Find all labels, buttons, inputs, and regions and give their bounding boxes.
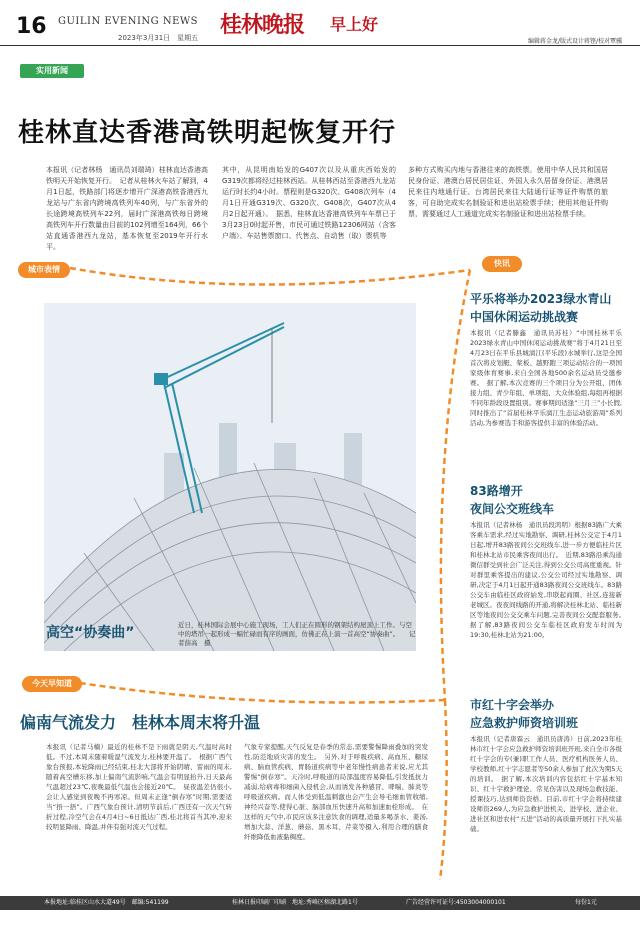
section-name: 早上好 xyxy=(330,15,379,34)
weather-headline: 偏南气流发力 桂林本周末将升温 xyxy=(20,713,261,732)
crane-dome-illustration xyxy=(44,303,416,651)
express-item3-text: 本报讯（记者唐霖云 通讯员唐涛）日前,2023年桂林市红十字会应急救护师资培训班开班,来自全市各级红十字会的专(兼)职工作人员、医疗机构医务人员、学校教师,红十字志愿者等50余人参加了此次为期5天的培训。 据了解,本次培训内容包括红十字基本知识、红十字救护理论、常见伤害以及现场急救技能、授课技巧,达到师资资格。目前,市红十字会将持续建设师资269人,为应急救护进机关、进学校、进企业、进社区和进农村“五进”活动的高质量开展打下扎实基础。 xyxy=(470,735,622,833)
express-item3-subtitle: 应急救护师资培训班 xyxy=(470,716,579,730)
lead-column-1: 本报讯（记者林杨 通讯员刘瑞琦）桂林直达香港高铁明天开始恢复开行。 记者从桂林火车站了解到，4月1日起，铁路部门将逐步增开广深港高铁香港西九龙站与广东省内跨境高铁列车40列，与广东省外的长途跨境高铁列车22列，届时广深港高铁每日跨境高铁列车开行数量由目前的102列增至164列，66个站直通香港西九龙站，基本恢复至2019年开行水平。 xyxy=(46,166,208,251)
editor-credits: 编辑蒋金龙/版式设计蒋铿/校对覃骥 xyxy=(527,38,622,45)
footer-bar xyxy=(0,896,640,910)
footer-license: 广告经营许可证号:4503004000101 xyxy=(406,899,506,906)
lead-column-2: 其中，从昆明南始发的G407次以及从重庆西始发的G319次都将经过桂林西站。从桂林西站至香港西九龙站运行时长约4小时。票程则是G320次、G408次列车（4月1日开通G319次、G320次、G408次，G407次从4月2日起开通）。 据悉，桂林直达香港高铁列车车票已于3月23日0时起开售，市民可通过铁路12306网站（含客户端）、车站售票窗口、代售点、自动售（取）票机等 xyxy=(222,166,396,240)
footer-print: 桂林日报印刷厂印刷 地址:秀峰区榕湖北路1号 xyxy=(232,899,358,906)
express-item1-text: 本报讯（记者滕鑫 通讯员苏桂）“中国桂林平乐2023绿水青山中国休闲运动挑战赛”将于4月21日至4月23日在平乐县城漓江(平乐段)水城举行,这是全国首次将皮划艇、桨板、越野跑三项运动结合的一项国家级体育赛事,来自全国各地500余名运动员受邀参赛。 据了解,本次竞赛的三个项目分为公开组、团体接力组、青少年组、单项组、大众体验组,每组再根据不同年龄段设置组别。赛事期间适逢“三月三”小长假,同时推出了“首届桂林平乐漓江生态运动旅游周”系列活动,为参赛选手和游客提供丰富的体验活动。 xyxy=(470,329,622,427)
weather-column-2: 气象专家提醒,天气反复是春季的常态,需要警惕降雨叠加的突发性,防范地质灾害的发生。 另外,对于呼吸疾病、高血压、糖尿病、脑血管疾病、胃肠道疾病等中老年慢性病患者来说,应尤其警惕“倒春寒”。天冷时,呼吸道的局部温度容易降低,引发抵抗力减弱,给病毒和细菌入侵机会,从而诱发各种感冒、哮喘、肺炎等呼吸道疾病。而人体受到低温刺激也会产生会导毛细血管收缩,神经兴奋等,使得心脏、脑部血压快速升高和加速血栓形成。 在这样的天气中,市民应该多注意饮食的调理,适量多喝茶水、姜汤,增加大蒜、洋葱、蘑菇、黑木耳、芹菜等摄入,利用合理的膳食纤维降低血液黏稠度。 xyxy=(244,743,428,841)
paper-name-en: GUILIN EVENING NEWS xyxy=(58,16,199,27)
lead-column-3: 多种方式购买内地与香港往来的高铁票。使用中华人民共和国居民身份证、港澳台居民居住证、外国人永久居留身份证、港澳居民来往内地通行证、台湾居民来往大陆通行证等证件购票的旅客，可自助完成实名制验证和进出站检票手续；使用其他证件购票，需要通过人工通道完成实名制验证和进出站检票手续。 xyxy=(408,166,608,218)
footer-price: 每份1元 xyxy=(575,899,597,906)
city-tag: 城市表情 xyxy=(18,262,70,278)
express-item3-title: 市红十字会举办 xyxy=(470,698,555,712)
construction-photo xyxy=(44,303,416,651)
photo-title: 高空“协奏曲” xyxy=(46,625,135,641)
express-item2-text: 本报讯（记者林杨 通讯员段鸿明）根据83路广大乘客乘车需求,经过实地勘察、调研,桂林公交定于4月1日起,增开83路夜间公交班线车,进一步方便临桂片区和桂林北站市民乘客夜间出行。 近期,83路沿乘沟通微信群受到社会广泛关注,得到公交公司高度重视。针对群里乘客提出的建议,公交公司经过实地勘察、调研,决定于4月1日起开通83路夜间公交班线车。83路公交车由临桂区政府始发,串联起商圈、社区,连接新老城区。夜夜间线路的开通,将解决桂林北站、临桂新区等地夜间公交交乘车问题,完善夜间公交配套服务。 据了解,83路夜间公交车临桂区政府发车时间为19:30,桂林北站为21:00。 xyxy=(470,521,629,639)
footer-address: 本报地址:临桂区山水大道49号 邮编:541199 xyxy=(44,899,169,906)
express-item2-title: 83路增开 xyxy=(470,484,523,498)
paper-name-cn: 桂林晚报 xyxy=(220,12,305,38)
lead-headline: 桂林直达香港高铁明起恢复开行 xyxy=(18,118,397,148)
section-tag: 实用新闻 xyxy=(20,64,84,78)
weather-tag: 今天早知道 xyxy=(22,676,82,692)
express-tag: 快讯 xyxy=(482,256,522,272)
express-item1-subtitle: 中国休闲运动挑战赛 xyxy=(470,310,579,324)
express-item2-subtitle: 夜间公交班线车 xyxy=(470,502,555,516)
page-number: 16 xyxy=(16,14,47,39)
photo-caption: 近日，桂林国际会展中心施工现场，工人们正在圆形的钢架结构屋顶上工作。与空中的塔吊一起形成一幅忙碌而有序的画面，仿佛正在上演一首高空“协奏曲”。 记者薛高 摄 xyxy=(178,621,416,647)
weather-column-1: 本报讯（记者马楠）最近的桂林不是下雨就是阴天,气温时高时低。不过,本周末随着暖湿气流发力,桂林要开温了。 根据广西气象台预报,本轮降雨已经结束,桂北大部将开始阴晴、雷雨的周末,随着高空槽东移,加上偏南气流影响,气温会有明显抬升,日天最高气温超过23℃,夜晚最低气温也会接近20℃。 昼夜温差仍很小,会让人感觉到夜晚不再寒凉。但周末正逢“倒春寒”时期,需要适当“捂一捂”。广西气象台预计,清明节前后,广西还有一次天气转折过程,冷空气会在4月4日~6日抵达广西,桂北将首当其冲,迎来较明显降雨、降温,并伴有强对流天气过程。 xyxy=(46,743,232,831)
express-item1-title: 平乐将举办2023绿水青山 xyxy=(470,292,612,306)
masthead xyxy=(0,0,640,46)
issue-date: 2023年3月31日 星期五 xyxy=(118,34,199,42)
